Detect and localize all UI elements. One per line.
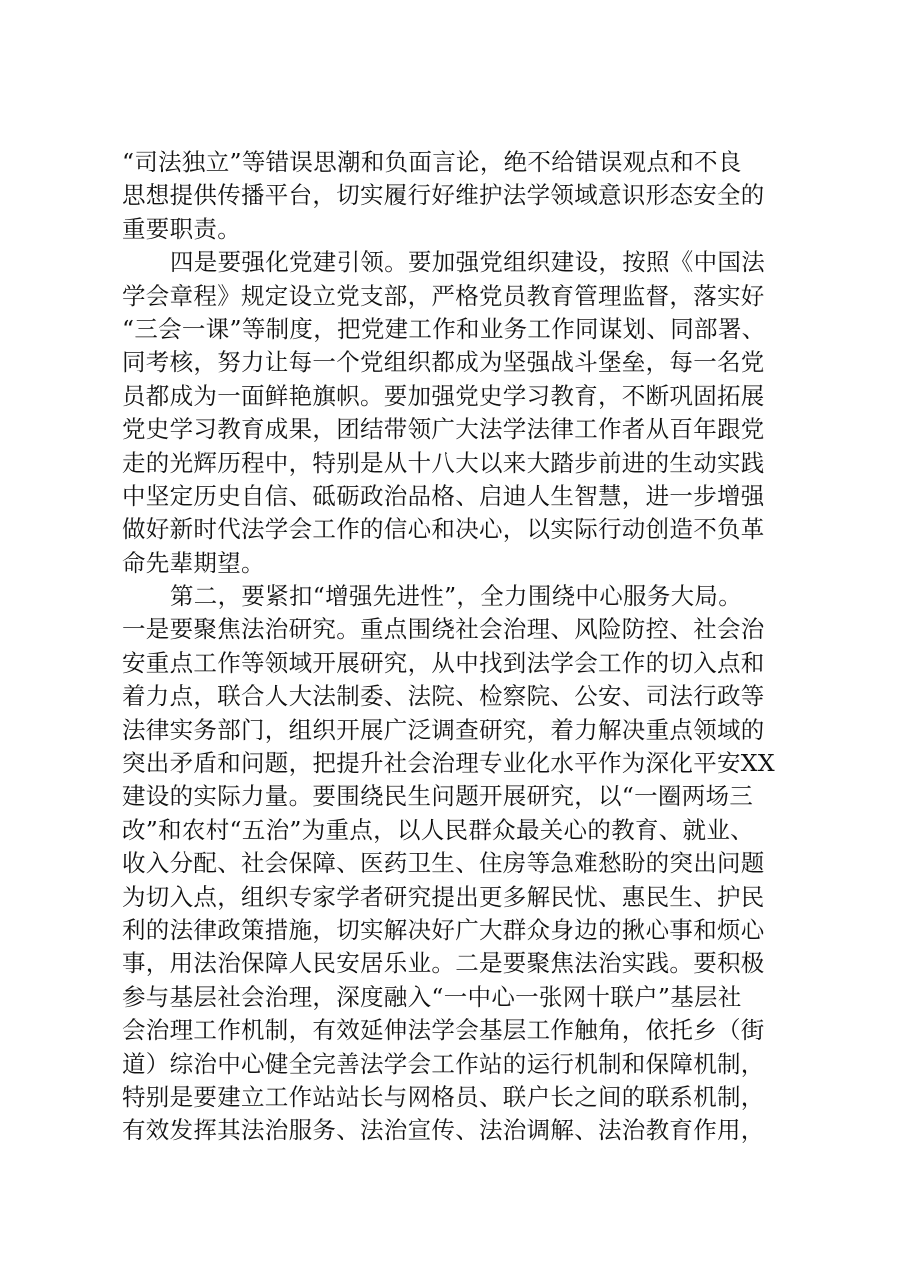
text-line: 安重点工作等领域开展研究，从中找到法学会工作的切入点和 [122, 648, 765, 677]
text-line: 党史学习教育成果，团结带领广大法学法律工作者从百年跟党 [122, 415, 765, 444]
text-line: 突出矛盾和问题，把提升社会治理专业化水平作为深化平安XX [122, 749, 775, 778]
text-line: 命先辈期望。 [122, 548, 265, 577]
text-line: 中坚定历史自信、砥砺政治品格、启迪人生智慧，进一步增强 [122, 481, 765, 510]
text-line: 道）综治中心健全完善法学会工作站的运行机制和保障机制， [122, 1049, 765, 1078]
paragraph-start-line: 第二，要紧扣“增强先进性”，全力围绕中心服务大局。 [170, 582, 743, 611]
text-line: 利的法律政策措施，切实解决好广大群众身边的揪心事和烦心 [122, 915, 765, 944]
text-line: 员都成为一面鲜艳旗帜。要加强党史学习教育，不断巩固拓展 [122, 381, 765, 410]
text-line: 法律实务部门，组织开展广泛调查研究，着力解决重点领域的 [122, 715, 765, 744]
text-line: 做好新时代法学会工作的信心和决心，以实际行动创造不负革 [122, 515, 765, 544]
text-line: 着力点，联合人大法制委、法院、检察院、公安、司法行政等 [122, 682, 765, 711]
text-line: 建设的实际力量。要围绕民生问题开展研究，以“一圈两场三 [122, 782, 754, 811]
text-line: 走的光辉历程中，特别是从十八大以来大踏步前进的生动实践 [122, 448, 765, 477]
body-text [122, 146, 822, 1148]
text-line: 改”和农村“五治”为重点，以人民群众最关心的教育、就业、 [122, 815, 754, 844]
text-line: 会治理工作机制，有效延伸法学会基层工作触角，依托乡（街 [122, 1016, 765, 1045]
text-line: 特别是要建立工作站站长与网格员、联户长之间的联系机制， [122, 1082, 765, 1111]
paragraph-start-line: 四是要强化党建引领。要加强党组织建设，按照《中国法 [170, 248, 765, 277]
text-line: 参与基层社会治理，深度融入“一中心一张网十联户”基层社 [122, 982, 742, 1011]
text-line: 事，用法治保障人民安居乐业。二是要聚焦法治实践。要积极 [122, 949, 765, 978]
text-line: 有效发挥其法治服务、法治宣传、法治调解、法治教育作用， [122, 1116, 765, 1145]
text-line: 思想提供传播平台，切实履行好维护法学领域意识形态安全的 [122, 181, 765, 210]
text-line: 同考核，努力让每一个党组织都成为坚强战斗堡垒，每一名党 [122, 348, 765, 377]
text-line: 重要职责。 [122, 214, 241, 243]
text-line: 学会章程》规定设立党支部，严格党员教育管理监督，落实好 [122, 281, 765, 310]
text-line: 收入分配、社会保障、医药卫生、住房等急难愁盼的突出问题 [122, 849, 765, 878]
text-line: 一是要聚焦法治研究。重点围绕社会治理、风险防控、社会治 [122, 615, 765, 644]
text-line: “司法独立”等错误思潮和负面言论，绝不给错误观点和不良 [122, 148, 742, 176]
text-line: “三会一课”等制度，把党建工作和业务工作同谋划、同部署、 [122, 314, 766, 343]
text-line: 为切入点，组织专家学者研究提出更多解民忧、惠民生、护民 [122, 882, 765, 911]
